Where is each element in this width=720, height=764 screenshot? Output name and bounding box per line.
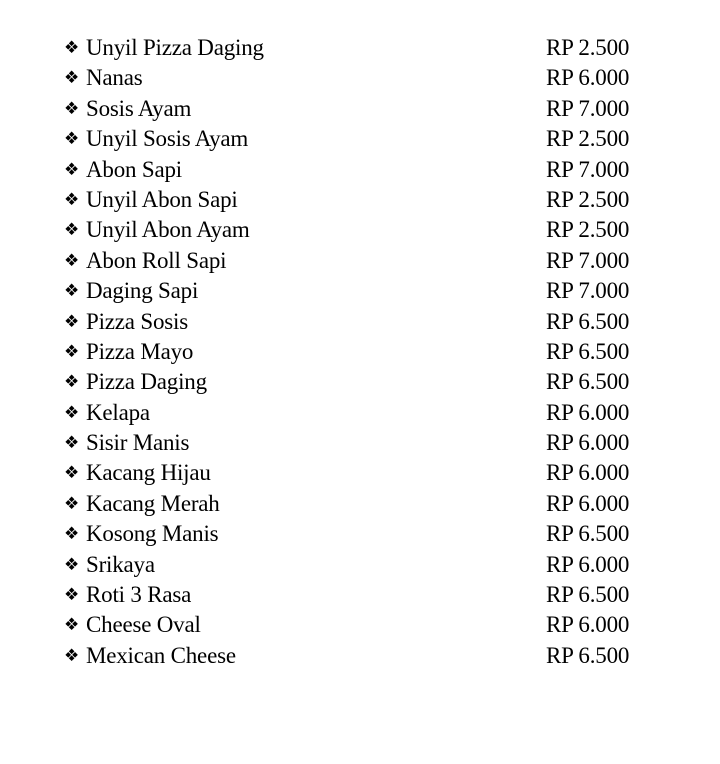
diamond-bullet-icon: ❖ — [64, 129, 80, 149]
item-name: Nanas — [86, 65, 143, 91]
list-item — [64, 398, 650, 428]
item-name: Pizza Daging — [86, 369, 207, 395]
list-item — [64, 276, 650, 306]
list-item — [64, 215, 650, 245]
list-item — [64, 94, 650, 124]
list-item — [64, 185, 650, 215]
list-item — [64, 337, 650, 367]
item-name: Abon Roll Sapi — [86, 247, 227, 273]
item-price: RP 2.500 — [546, 35, 630, 60]
item-name: Srikaya — [86, 551, 155, 577]
list-item — [64, 367, 650, 397]
item-name: Kelapa — [86, 399, 150, 425]
item-name: Unyil Abon Ayam — [86, 217, 250, 243]
diamond-bullet-icon: ❖ — [64, 372, 80, 392]
item-price: RP 6.500 — [546, 521, 630, 547]
item-price: RP 7.000 — [546, 156, 630, 182]
item-price: RP 6.500 — [546, 369, 630, 395]
list-item — [64, 489, 650, 519]
list-item — [64, 124, 650, 154]
list-item — [64, 641, 650, 671]
item-price: RP 6.000 — [546, 551, 630, 577]
list-item — [64, 307, 650, 337]
diamond-bullet-icon: ❖ — [64, 645, 80, 665]
diamond-bullet-icon: ❖ — [64, 311, 80, 331]
item-price: RP 2.500 — [546, 186, 630, 212]
item-name: Kosong Manis — [86, 521, 219, 547]
diamond-bullet-icon: ❖ — [64, 189, 80, 209]
item-price: RP 6.500 — [546, 582, 630, 608]
diamond-bullet-icon: ❖ — [64, 159, 80, 179]
diamond-bullet-icon: ❖ — [64, 68, 80, 88]
item-price: RP 6.000 — [546, 430, 630, 456]
diamond-bullet-icon: ❖ — [64, 433, 80, 453]
item-name: Abon Sapi — [86, 156, 182, 182]
item-name: Unyil Sosis Ayam — [86, 126, 249, 152]
item-price: RP 6.000 — [546, 65, 630, 91]
item-name: Roti 3 Rasa — [86, 582, 192, 608]
diamond-bullet-icon: ❖ — [64, 585, 80, 605]
item-name: Mexican Cheese — [86, 642, 236, 668]
list-item — [64, 428, 650, 458]
diamond-bullet-icon: ❖ — [64, 341, 80, 361]
item-name: Pizza Sosis — [86, 308, 188, 334]
item-name: Kacang Merah — [86, 490, 220, 516]
diamond-bullet-icon: ❖ — [64, 281, 80, 301]
item-name: Sisir Manis — [86, 430, 190, 456]
list-item — [64, 550, 650, 580]
item-name: Cheese Oval — [86, 612, 201, 638]
item-price: RP 6.000 — [546, 460, 630, 486]
item-price: RP 7.000 — [546, 247, 630, 273]
list-item — [64, 458, 650, 488]
item-price: RP 7.000 — [546, 95, 630, 121]
item-name: Unyil Pizza Daging — [86, 35, 264, 60]
item-price: RP 6.500 — [546, 338, 630, 364]
diamond-bullet-icon: ❖ — [64, 554, 80, 574]
diamond-bullet-icon: ❖ — [64, 220, 80, 240]
item-price: RP 6.000 — [546, 612, 630, 638]
list-item — [64, 155, 650, 185]
diamond-bullet-icon: ❖ — [64, 38, 80, 57]
list-item — [64, 519, 650, 549]
diamond-bullet-icon: ❖ — [64, 615, 80, 635]
item-price: RP 6.500 — [546, 308, 630, 334]
diamond-bullet-icon: ❖ — [64, 463, 80, 483]
diamond-bullet-icon: ❖ — [64, 402, 80, 422]
diamond-bullet-icon: ❖ — [64, 250, 80, 270]
item-name: Kacang Hijau — [86, 460, 211, 486]
diamond-bullet-icon: ❖ — [64, 493, 80, 513]
item-price: RP 6.500 — [546, 642, 630, 668]
diamond-bullet-icon: ❖ — [64, 524, 80, 544]
item-price: RP 7.000 — [546, 278, 630, 304]
list-item — [64, 33, 650, 63]
item-name: Pizza Mayo — [86, 338, 194, 364]
item-price: RP 6.000 — [546, 490, 630, 516]
item-price: RP 6.000 — [546, 399, 630, 425]
item-name: Sosis Ayam — [86, 95, 192, 121]
item-price: RP 2.500 — [546, 217, 630, 243]
item-name: Unyil Abon Sapi — [86, 186, 238, 212]
menu-list — [64, 33, 650, 671]
diamond-bullet-icon: ❖ — [64, 98, 80, 118]
list-item — [64, 580, 650, 610]
list-item — [64, 246, 650, 276]
list-item — [64, 610, 650, 640]
list-item — [64, 63, 650, 93]
item-price: RP 2.500 — [546, 126, 630, 152]
item-name: Daging Sapi — [86, 278, 199, 304]
